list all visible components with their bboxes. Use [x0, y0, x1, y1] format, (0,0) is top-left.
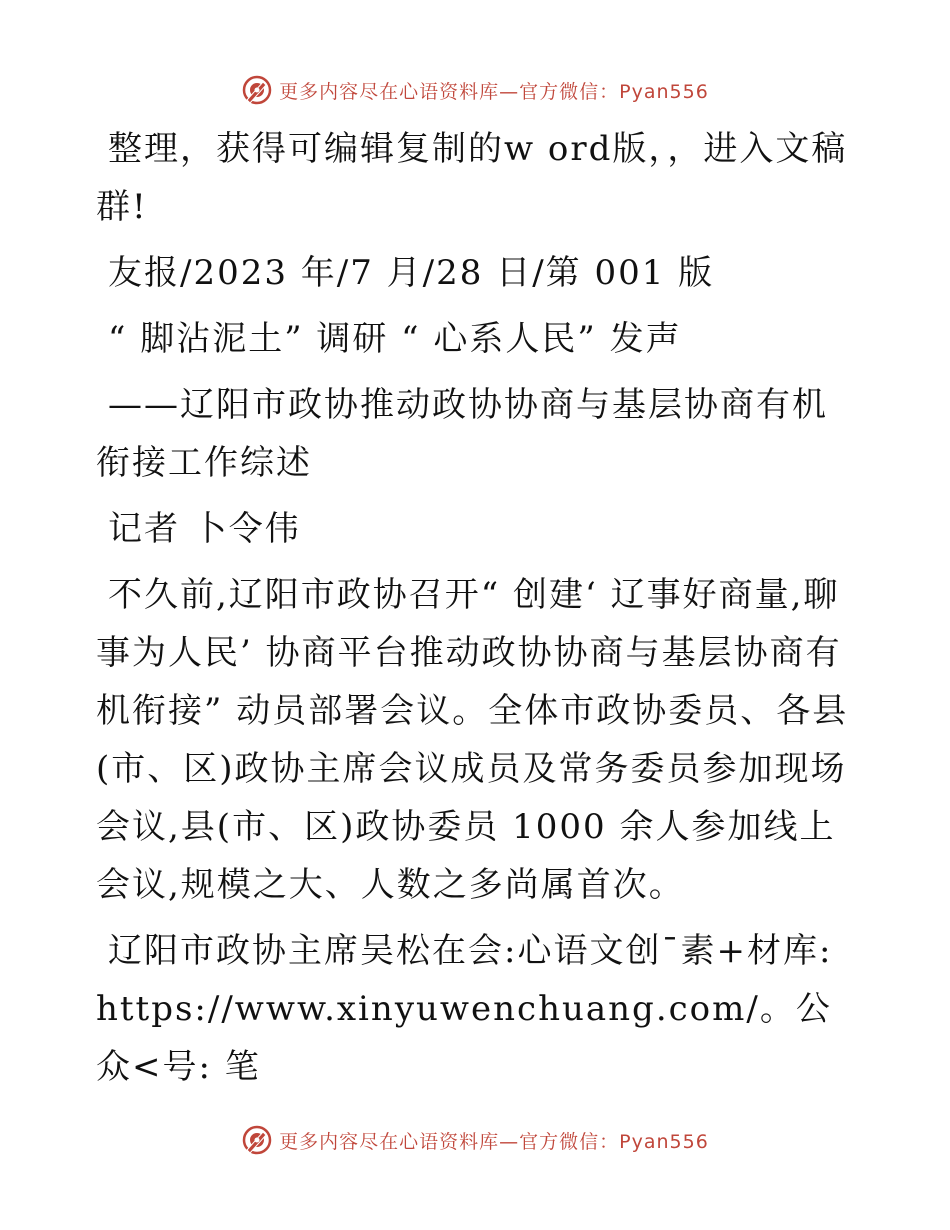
wechat-id: Pyan556	[619, 1130, 709, 1153]
paragraph-body-2: 辽阳市政协主席吴松在会:心语文创¯素+材库: https://www.xinyuwenchuang.com/。公众<号: 笔	[96, 931, 833, 1087]
paragraph-intro: 整理，获得可编辑复制的w ord版，，进入文稿群!	[96, 129, 848, 227]
header-watermark-banner	[0, 70, 950, 110]
banner-text: 更多内容尽在心语资料库—官方微信：Pyan556	[279, 1130, 709, 1153]
document-body	[96, 120, 856, 1104]
article-subtitle: ——辽阳市政协推动政协协商与基层协商有机衔接工作综述	[96, 385, 828, 483]
paragraph-source: 友报/2023 年/7 月/28 日/第 001 版	[108, 253, 715, 293]
article-byline: 记者 卜令伟	[108, 509, 301, 549]
article-title: “ 脚沾泥土” 调研 “ 心系人民” 发声	[108, 319, 682, 359]
banner-text: 更多内容尽在心语资料库—官方微信：Pyan556	[279, 80, 709, 103]
paragraph-body-1: 不久前,辽阳市政协召开“ 创建‘ 辽事好商量,聊事为人民’ 协商平台推动政协协商与基层协商有机衔接” 动员部署会议。全体市政协委员、各县(市、区)政协主席会议成员及常务委员参加现场会议,县(市、区)政协委员 1000 余人参加线上会议,规模之大、人数之多尚属首次。	[96, 575, 849, 905]
pen-circle-logo-icon	[241, 1124, 273, 1156]
footer-watermark-banner	[0, 1120, 950, 1160]
wechat-id: Pyan556	[619, 80, 709, 103]
pen-circle-logo-icon	[241, 74, 273, 106]
